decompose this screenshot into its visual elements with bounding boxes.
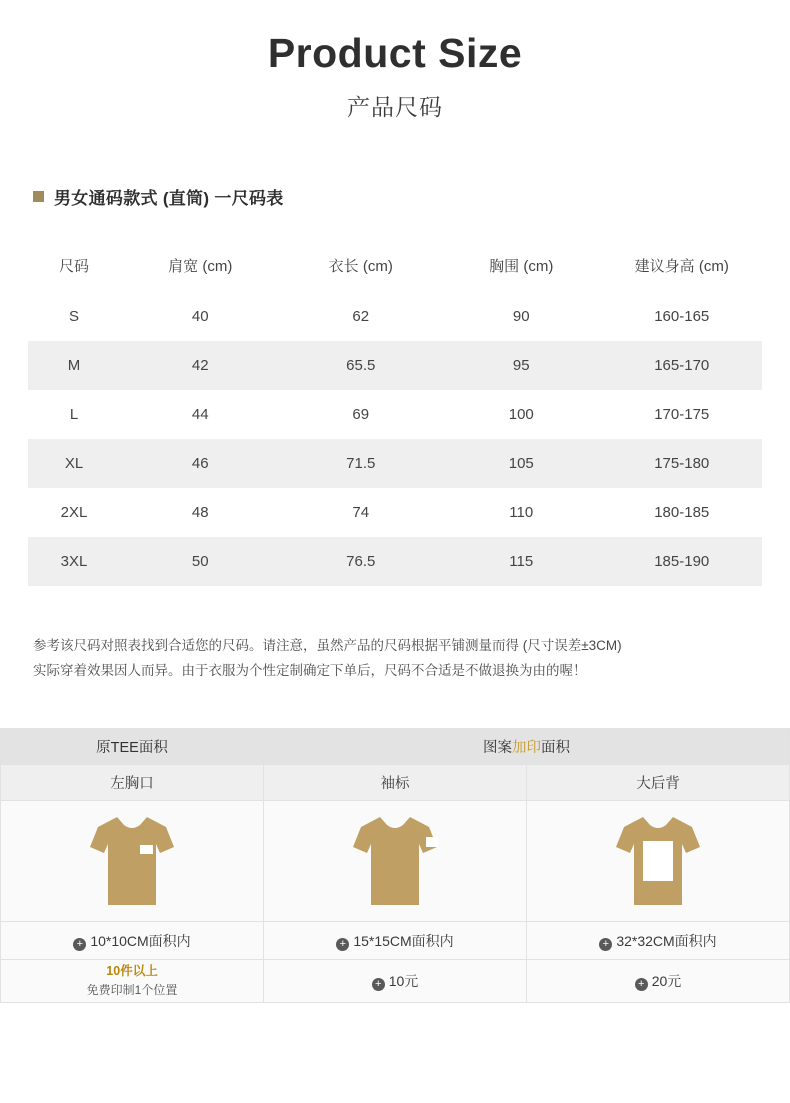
cell-height: 170-175 [654,406,710,424]
plus-icon: + [635,978,648,991]
cell-height: 165-170 [602,341,763,390]
cell-bust: 90 [512,308,530,326]
cell-length: 69 [352,406,370,424]
size-table [28,245,762,586]
table-row [28,537,762,586]
area-back-label: 32*32CM面积内 [616,932,717,949]
header-print-area [264,729,790,765]
plus-icon: + [599,938,612,951]
tshirt-icon [347,811,443,911]
cell-length: 76.5 [281,537,442,586]
cell-bust: 95 [441,341,602,390]
cell-shoulder: 46 [120,439,281,488]
price-back-label: 20元 [651,973,682,990]
column-header-shoulder: 肩宽 (cm) [168,258,233,276]
cell-size: L [69,406,79,424]
cell-bust: 110 [509,504,534,522]
table-row [28,341,762,390]
page-title: Product Size [267,30,523,76]
cell-height: 175-180 [602,439,763,488]
cell-length: 74 [352,504,370,522]
header-print-area-post: 面积 [541,740,570,757]
cell-shoulder: 42 [120,341,281,390]
header-original-tee-area: 原TEE面积 [1,729,264,765]
print-table-illustration-row [1,801,790,922]
price-sleeve-label: 10元 [388,973,419,990]
area-left-chest [1,922,264,960]
cell-shoulder: 50 [120,537,281,586]
area-sleeve [264,922,527,960]
cell-shoulder: 44 [191,406,209,424]
cell-bust: 105 [441,439,602,488]
column-header-size: 尺码 [58,258,89,276]
size-disclaimer-line2: 实际穿着效果因人而异。由于衣服为个性定制确定下单后，尺码不合适是不做退换为由的喔！ [33,663,587,679]
illustration-sleeve [264,801,527,922]
price-back [527,960,790,1003]
cell-height: 185-190 [602,537,763,586]
table-row [28,390,762,439]
cell-size: S [68,308,79,326]
cell-length: 65.5 [281,341,442,390]
tshirt-icon [610,811,706,911]
size-disclaimer-line1: 参考该尺码对照表找到合适您的尺码。请注意，虽然产品的尺码根据平铺测量而得 (尺寸误差±3CM) [33,638,622,654]
table-header-row [28,245,762,292]
shirt-back-icon [527,801,789,921]
price-sleeve [264,960,527,1003]
position-back: 大后背 [527,765,790,801]
column-header-height: 建议身高 (cm) [634,258,729,276]
cell-shoulder: 48 [191,504,209,522]
header-print-area-pre: 图案 [483,740,512,757]
cell-size: M [28,341,120,390]
cell-height: 160-165 [654,308,710,326]
section-heading [33,184,790,209]
plus-icon: + [372,978,385,991]
area-sleeve-label: 15*15CM面积内 [353,932,454,949]
price-left-chest-condition: 10件以上 [106,964,158,979]
cell-bust: 115 [441,537,602,586]
table-row [28,439,762,488]
cell-shoulder: 40 [191,308,209,326]
print-table-header-row [1,729,790,765]
print-table-position-row [1,765,790,801]
cell-bust: 100 [508,406,534,424]
illustration-back [527,801,790,922]
bullet-square-icon [33,191,44,202]
shirt-sleeve-icon [264,801,526,921]
cell-height: 180-185 [654,504,710,522]
plus-icon: + [336,938,349,951]
cell-size: XL [28,439,120,488]
header-print-area-highlight: 加印 [512,740,541,757]
cell-length: 71.5 [281,439,442,488]
cell-size: 2XL [60,504,88,522]
cell-length: 62 [352,308,370,326]
position-sleeve: 袖标 [264,765,527,801]
section-heading-label: 男女通码款式 (直筒) 一尺码表 [54,189,284,209]
illustration-left-chest [1,801,264,922]
price-left-chest-note: 免费印制1个位置 [86,982,178,997]
column-header-bust: 胸围 (cm) [489,258,554,276]
table-row [28,292,762,341]
price-left-chest [1,960,264,1003]
area-left-chest-label: 10*10CM面积内 [90,932,191,949]
area-back [527,922,790,960]
print-table-price-row [1,960,790,1003]
column-header-length: 衣长 (cm) [328,258,393,276]
print-table-area-row [1,922,790,960]
shirt-left-chest-icon [1,801,263,921]
page-subtitle: 产品尺码 [347,94,443,121]
tshirt-icon [84,811,180,911]
plus-icon: + [73,938,86,951]
print-area-table [0,728,790,1003]
table-row [28,488,762,537]
cell-size: 3XL [28,537,120,586]
size-disclaimer [33,634,763,684]
position-left-chest: 左胸口 [1,765,264,801]
